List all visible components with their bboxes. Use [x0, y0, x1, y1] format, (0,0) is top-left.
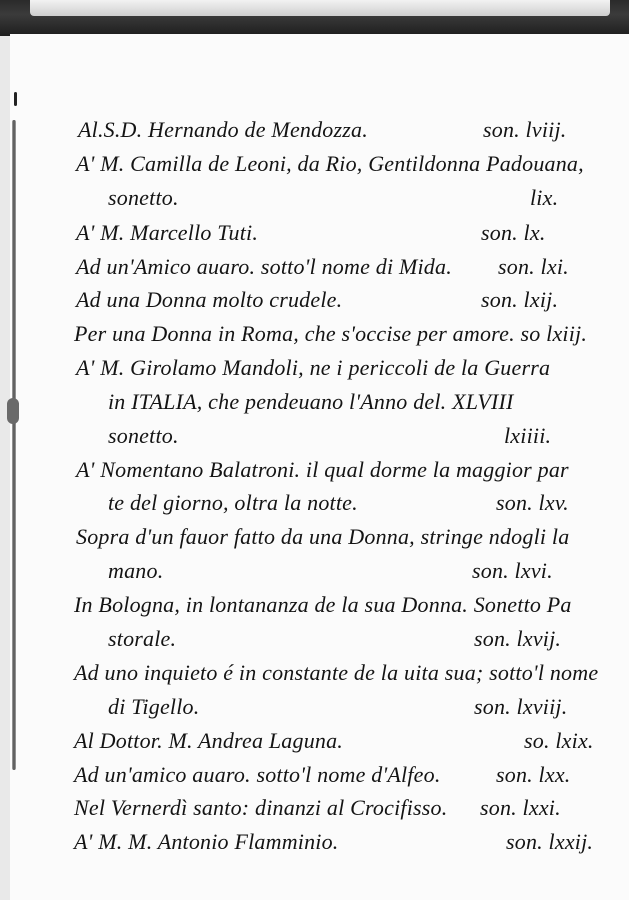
- toc-entry: [76, 526, 569, 548]
- entry-title: Sopra d'un fauor fatto da una Donna, stringe ndogli la: [76, 524, 570, 549]
- toc-entry: [108, 626, 562, 651]
- toc-entry: [76, 459, 569, 481]
- entry-ref: son. lxvij.: [474, 626, 562, 651]
- entry-ref: son. lxv.: [496, 490, 569, 515]
- entry-title: A' M. Camilla de Leoni, da Rio, Gentildonna Padouana,: [76, 151, 584, 176]
- entry-title: sonetto.: [108, 185, 179, 210]
- entry-ref: son. lx.: [481, 220, 546, 245]
- toc-entry: [108, 558, 553, 583]
- entry-title: sonetto.: [108, 423, 179, 448]
- toc-entry: [74, 728, 594, 753]
- toc-entry: [74, 829, 594, 854]
- entry-title: mano.: [108, 558, 164, 583]
- toc-entry: [74, 594, 572, 616]
- entry-title: Nel Vernerdì santo: dinanzi al Crocifisso.: [74, 795, 448, 820]
- entry-ref: son. lxviij.: [474, 694, 568, 719]
- entry-title: A' M. Marcello Tuti.: [76, 220, 259, 245]
- entry-title: Al.S.D. Hernando de Mendozza.: [78, 117, 368, 142]
- toc-entry: [74, 795, 561, 820]
- toc-entry: [108, 423, 552, 448]
- entry-title: Ad uno inquieto é in constante de la uita sua; sotto'l nome: [74, 660, 599, 685]
- toc-entry: [78, 117, 567, 142]
- entry-ref: son. lxx.: [496, 762, 571, 787]
- entry-ref: son. lxi.: [498, 254, 569, 279]
- entry-title: In Bologna, in lontananza de la sua Donna. Sonetto Pa: [74, 592, 572, 617]
- entry-ref: lxiiii.: [504, 423, 552, 448]
- entry-title: A' M. M. Antonio Flamminio.: [74, 829, 339, 854]
- entry-title: Per una Donna in Roma, che s'occise per amore. so lxiij.: [74, 321, 588, 346]
- entry-ref: son. lviij.: [483, 117, 567, 142]
- toc-entry: [108, 391, 514, 413]
- toc-entry: [74, 662, 598, 684]
- toc-entry: [74, 762, 571, 787]
- entry-title: in ITALIA, che pendeuano l'Anno del. XLVIII: [108, 389, 514, 414]
- entry-title: Ad un'Amico auaro. sotto'l nome di Mida.: [76, 254, 452, 279]
- entry-title: Ad un'amico auaro. sotto'l nome d'Alfeo.: [74, 762, 441, 787]
- entry-ref: lix.: [530, 185, 559, 210]
- toc-entry: [76, 254, 569, 279]
- entry-title: storale.: [108, 626, 177, 651]
- entry-ref: son. lxvi.: [472, 558, 553, 583]
- toc-entry: [108, 694, 568, 719]
- toc-entry: [76, 287, 559, 312]
- toc-entry: [108, 185, 559, 210]
- entry-ref: son. lxxij.: [506, 829, 594, 854]
- toc-entry: [108, 490, 569, 515]
- entry-ref: son. lxxi.: [480, 795, 561, 820]
- toc-entry: [76, 220, 546, 245]
- entry-title: Al Dottor. M. Andrea Laguna.: [74, 728, 343, 753]
- toc-entry: [76, 153, 584, 175]
- toc-entry: [76, 357, 550, 379]
- entry-title: A' M. Girolamo Mandoli, ne i periccoli de la Guerra: [76, 355, 551, 380]
- entry-title: te del giorno, oltra la notte.: [108, 490, 358, 515]
- entry-title: di Tigello.: [108, 694, 200, 719]
- entry-ref: so. lxix.: [524, 728, 594, 753]
- entry-ref: son. lxij.: [481, 287, 559, 312]
- toc-entry: [74, 323, 587, 345]
- entry-title: Ad una Donna molto crudele.: [76, 287, 343, 312]
- entry-title: A' Nomentano Balatroni. il qual dorme la maggior par: [76, 457, 569, 482]
